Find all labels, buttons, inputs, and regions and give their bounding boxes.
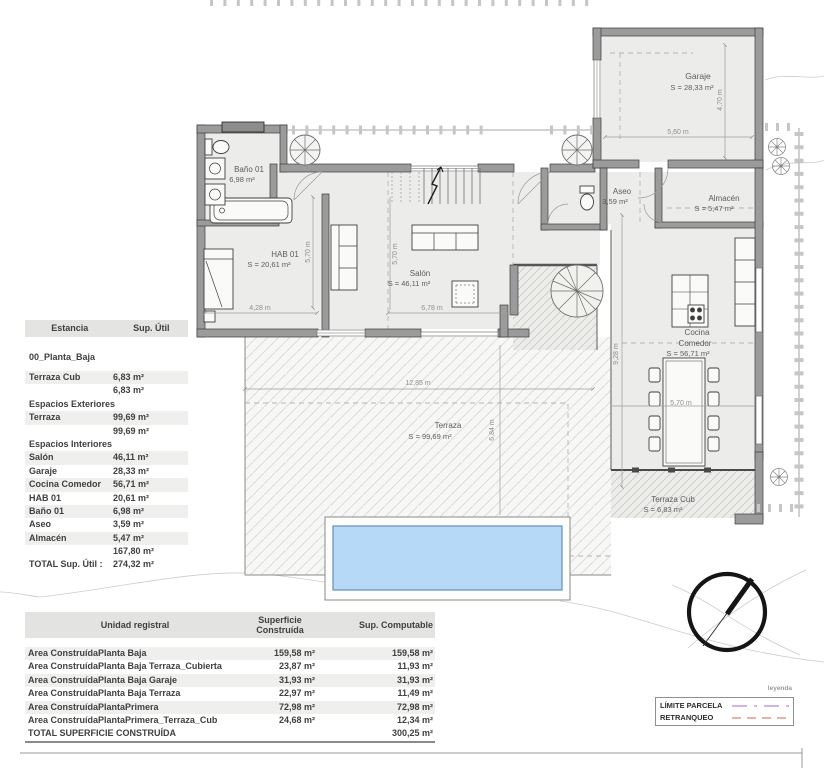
cell-value: 31,93 m² [396,674,433,685]
cell-value: 99,69 m² [113,425,150,436]
cell-value: 56,71 m² [113,479,150,490]
dim-text: 5,70 m [305,241,312,263]
table-row [25,492,188,505]
plant-icon [773,158,790,175]
table-row [25,451,188,464]
column-header: Sup. Útil [133,323,170,333]
dim-text: 6,84 m [489,419,496,441]
cell-value: 6,83 m² [113,372,145,382]
table-row [25,478,188,491]
pool [325,517,570,600]
legend-item [656,700,793,712]
cell-value: 300,25 m² [391,728,433,739]
cell-label: TOTAL Sup. Útil : [29,559,103,570]
north-arrow-icon [689,574,765,650]
cell-label: Espacios Interiores [29,438,113,449]
floor-label: 00_Planta_Baja [29,352,96,362]
table-row [25,532,188,545]
legend-box [655,697,794,726]
legend-item [656,712,793,724]
areas-table-header [25,320,188,337]
cell-label [25,425,113,438]
registry-table-header [25,612,435,638]
svg-text:Comedor: Comedor [678,339,712,348]
cell-value: 159,58 m² [273,648,315,658]
cell-label [25,545,113,558]
dim-text: 12,85 m [405,380,431,387]
table-row [25,647,435,660]
cell-label: Terraza [29,412,61,423]
legend-label: LÍMITE PARCELA [660,701,723,710]
cell-value: 167,80 m² [113,546,155,557]
cell-label: Area ConstruídaPlanta Baja Terraza_Cubierta [28,661,222,672]
cell-value: 46,11 m² [113,452,149,463]
cell-value [248,727,315,740]
sofa-horizontal [412,225,478,250]
table-row [25,411,188,424]
table-total-row [25,558,188,571]
column-header: Superficie Construída [256,614,304,635]
table-row [25,714,435,727]
svg-text:3,59 m²: 3,59 m² [602,197,628,206]
frame-lines [20,748,802,768]
cell-value: 99,69 m² [113,412,150,423]
table-section-row [25,398,188,411]
kitchen-island [672,275,708,327]
table-row [25,371,188,384]
cell-label: Area ConstruídaPlanta Baja Terraza [28,688,181,699]
toilet [205,139,229,155]
cell-label [25,384,113,397]
svg-text:S = 46,11 m²: S = 46,11 m² [387,279,431,288]
plant-icon [769,139,786,156]
table-row [25,660,435,673]
areas-table [25,320,188,572]
dim-text: 5,70 m [670,400,692,407]
table-total-row [25,727,435,742]
cell-value: 20,61 m² [113,492,150,503]
svg-text:S = 56,71 m²: S = 56,71 m² [666,349,710,358]
cell-value: 11,49 m² [397,688,433,699]
svg-text:6,98 m²: 6,98 m² [229,175,255,184]
svg-text:S = 6,83 m²: S = 6,83 m² [643,505,683,514]
cell-value: 5,47 m² [113,532,145,543]
cell-value: 31,93 m² [278,674,315,685]
dining-table [663,358,705,466]
svg-text:Garaje: Garaje [685,71,711,81]
kitchen-counter [735,238,755,326]
cell-label: Area ConstruídaPlanta Baja Garaje [28,674,178,685]
cell-value: 159,58 m² [391,648,433,658]
table-row [25,687,435,700]
table-row [25,518,188,531]
spiral-stair-icon [562,135,592,165]
cell-label: HAB 01 [29,492,62,503]
cell-value: 22,97 m² [278,688,315,699]
dim-text: 6,78 m [421,305,443,312]
dim-text: 4,28 m [249,305,271,312]
svg-text:S = 28,33 m²: S = 28,33 m² [670,83,714,92]
table-row [25,465,188,478]
svg-text:Almacén: Almacén [708,194,740,203]
column-header: Sup. Computable [359,620,433,630]
table-section-row [25,438,188,451]
svg-text:S = 20,61 m²: S = 20,61 m² [247,260,291,269]
svg-text:HAB 01: HAB 01 [271,250,299,259]
cell-label: TOTAL SUPERFICIE CONSTRUÍDA [28,728,177,739]
registry-table [25,612,435,743]
sofa-vertical [331,225,357,290]
legend-label: RETRANQUEO [660,713,714,722]
cell-value: 72,98 m² [278,701,315,712]
legend-caption: leyenda [767,685,792,692]
spiral-stair-icon [290,135,320,165]
table-row [25,384,188,397]
dim-text: 5,70 m [392,243,399,265]
sink [205,184,225,205]
dim-text: 4,70 m [717,89,724,111]
cell-value: 6,98 m² [113,505,145,516]
cell-value: 12,34 m² [396,714,433,725]
cell-value: 24,68 m² [278,714,315,725]
cell-label: Aseo [29,519,52,530]
cell-value: 3,59 m² [113,519,145,530]
cell-value: 28,33 m² [113,465,150,476]
plant-icon [771,469,788,486]
cell-value: 72,98 m² [396,701,433,712]
cell-label: Terraza Cub [29,372,81,382]
limite-parcela-line [732,703,790,709]
svg-text:Salón: Salón [409,269,431,278]
column-header: Estancia [51,323,89,333]
cell-label: Cocina Comedor [29,479,102,490]
cell-label: Garaje [29,465,58,476]
table-row [25,545,188,558]
retranqueo-line [732,715,790,721]
cell-label: Area ConstruídaPlantaPrimera_Terraza_Cub [28,714,218,725]
cell-value: 23,87 m² [278,661,315,672]
svg-text:Aseo: Aseo [612,187,632,196]
table-row [25,505,188,518]
cell-label: Area ConstruídaPlantaPrimera [28,701,159,712]
svg-text:S = 5,47 m²: S = 5,47 m² [694,204,734,213]
toilet [580,186,594,210]
spiral-stair-large [551,265,603,317]
cell-label: Baño 01 [29,505,65,516]
dim-text: 5,60 m [667,129,689,136]
coffee-table [452,281,478,307]
dim-text: 9,28 m [613,343,620,365]
svg-text:S = 99,69 m²: S = 99,69 m² [408,432,452,441]
svg-text:Terraza: Terraza [434,421,462,430]
svg-text:Terraza Cub: Terraza Cub [651,495,695,504]
svg-text:Baño 01: Baño 01 [234,165,264,174]
table-row [25,701,435,714]
shutter-window [222,122,264,132]
table-row [25,674,435,687]
cell-value: 6,83 m² [113,385,145,396]
table-row [25,425,188,438]
column-header: Unidad registral [100,620,170,630]
cell-value: 11,93 m² [397,661,433,672]
cell-label: Salón [29,452,54,463]
cell-value: 274,32 m² [113,559,155,570]
cell-label: Almacén [29,532,67,543]
cell-label: Area ConstruídaPlanta Baja [28,648,147,658]
sink [205,158,225,179]
cell-label: Espacios Exteriores [29,398,116,409]
svg-text:Cocina: Cocina [684,328,710,337]
